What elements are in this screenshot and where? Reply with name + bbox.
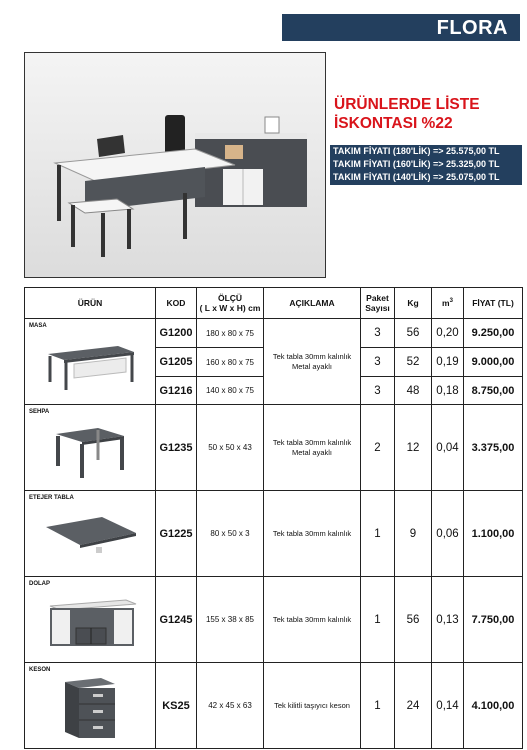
package-cell: 2 (361, 405, 395, 491)
size-cell: 80 x 50 x 3 (197, 491, 264, 577)
package-cell: 1 (361, 577, 395, 663)
header-bar (282, 14, 520, 41)
cabinet-image (40, 594, 140, 654)
table-row (25, 577, 523, 663)
size-cell: 42 x 45 x 63 (197, 663, 264, 749)
price-cell: 7.750,00 (464, 577, 523, 663)
paket-header-line1: Paket (366, 293, 389, 303)
set-price-box (330, 145, 522, 185)
package-cell: 1 (361, 663, 395, 749)
package-cell: 3 (361, 377, 395, 405)
volume-cell: 0,20 (432, 319, 464, 348)
kg-cell: 24 (395, 663, 432, 749)
desc-cell-etejer: Tek tabla 30mm kalınlık (264, 491, 361, 577)
kg-cell: 9 (395, 491, 432, 577)
keson-image-cell (25, 663, 156, 749)
olcu-header-line2: ( L x W x H) cm (199, 303, 261, 313)
desc-cell-masa (264, 319, 361, 405)
col-header-urun: ÜRÜN (25, 288, 156, 319)
kg-cell: 56 (395, 577, 432, 663)
desc-cell-keson: Tek kilitli taşıyıcı keson (264, 663, 361, 749)
paket-header-line2: Sayısı (365, 303, 390, 313)
kg-cell: 48 (395, 377, 432, 405)
desc-line: Metal ayaklı (291, 447, 333, 457)
price-cell: 3.375,00 (464, 405, 523, 491)
size-cell: 140 x 80 x 75 (197, 377, 264, 405)
discount-promo (334, 95, 480, 133)
price-cell: 9.250,00 (464, 319, 523, 348)
col-header-kod: KOD (156, 288, 197, 319)
etejer-image-cell (25, 491, 156, 577)
dolap-image-cell (25, 577, 156, 663)
category-label-masa: MASA (29, 323, 47, 329)
price-cell: 8.750,00 (464, 377, 523, 405)
size-cell: 160 x 80 x 75 (197, 348, 264, 377)
masa-image-cell (25, 319, 156, 405)
desc-line: Metal ayaklı (291, 361, 333, 371)
category-label-sehpa: SEHPA (29, 409, 50, 415)
promo-line-2: İSKONTASI %22 (334, 115, 453, 132)
kg-cell: 56 (395, 319, 432, 348)
price-cell: 9.000,00 (464, 348, 523, 377)
package-cell: 1 (361, 491, 395, 577)
kg-cell: 12 (395, 405, 432, 491)
category-label-dolap: DOLAP (29, 581, 50, 587)
table-header-row (25, 288, 523, 319)
set-price-180: TAKIM FİYATI (180'LİK) => 25.575,00 TL (333, 146, 500, 156)
shelf-board-image (40, 507, 140, 567)
desc-line: Tek tabla 30mm kalınlık (272, 351, 352, 361)
volume-cell: 0,06 (432, 491, 464, 577)
kg-cell: 52 (395, 348, 432, 377)
promo-line-1: ÜRÜNLERDE LİSTE (334, 96, 480, 113)
volume-cell: 0,14 (432, 663, 464, 749)
col-header-aciklama: AÇIKLAMA (264, 288, 361, 319)
price-cell: 4.100,00 (464, 663, 523, 749)
size-cell: 180 x 80 x 75 (197, 319, 264, 348)
m3-header-sup: 3 (449, 298, 453, 305)
desc-line: Tek tabla 30mm kalınlık (272, 437, 352, 447)
m3-header: m (442, 298, 450, 308)
col-header-olcu (197, 288, 264, 319)
code-cell: G1245 (156, 577, 197, 663)
category-label-keson: KESON (29, 667, 51, 673)
code-cell: G1235 (156, 405, 197, 491)
sehpa-image-cell (25, 405, 156, 491)
volume-cell: 0,19 (432, 348, 464, 377)
volume-cell: 0,18 (432, 377, 464, 405)
table-row (25, 663, 523, 749)
code-cell: G1205 (156, 348, 197, 377)
desk-image (40, 338, 140, 394)
side-table-image (50, 420, 130, 484)
volume-cell: 0,04 (432, 405, 464, 491)
table-row (25, 405, 523, 491)
package-cell: 3 (361, 348, 395, 377)
table-row (25, 491, 523, 577)
col-header-m3 (432, 288, 464, 319)
table-row (25, 319, 523, 348)
desc-cell-sehpa (264, 405, 361, 491)
code-cell: G1216 (156, 377, 197, 405)
volume-cell: 0,13 (432, 577, 464, 663)
code-cell: G1200 (156, 319, 197, 348)
size-cell: 50 x 50 x 43 (197, 405, 264, 491)
product-table (24, 287, 523, 749)
col-header-fiyat: FİYAT (TL) (464, 288, 523, 319)
col-header-kg: Kg (395, 288, 432, 319)
size-cell: 155 x 38 x 85 (197, 577, 264, 663)
desc-cell-dolap: Tek tabla 30mm kalınlık (264, 577, 361, 663)
olcu-header-line1: ÖLÇÜ (217, 293, 243, 303)
page-title: FLORA (436, 17, 508, 39)
set-price-160: TAKIM FİYATI (160'LİK) => 25.325,00 TL (333, 159, 500, 169)
code-cell: G1225 (156, 491, 197, 577)
code-cell: KS25 (156, 663, 197, 749)
price-cell: 1.100,00 (464, 491, 523, 577)
col-header-paket (361, 288, 395, 319)
package-cell: 3 (361, 319, 395, 348)
set-price-140: TAKIM FİYATI (140'LİK) => 25.075,00 TL (333, 172, 500, 182)
category-label-etejer: ETEJER TABLA (29, 495, 74, 501)
product-photo (24, 52, 326, 278)
drawer-unit-image (55, 672, 125, 744)
